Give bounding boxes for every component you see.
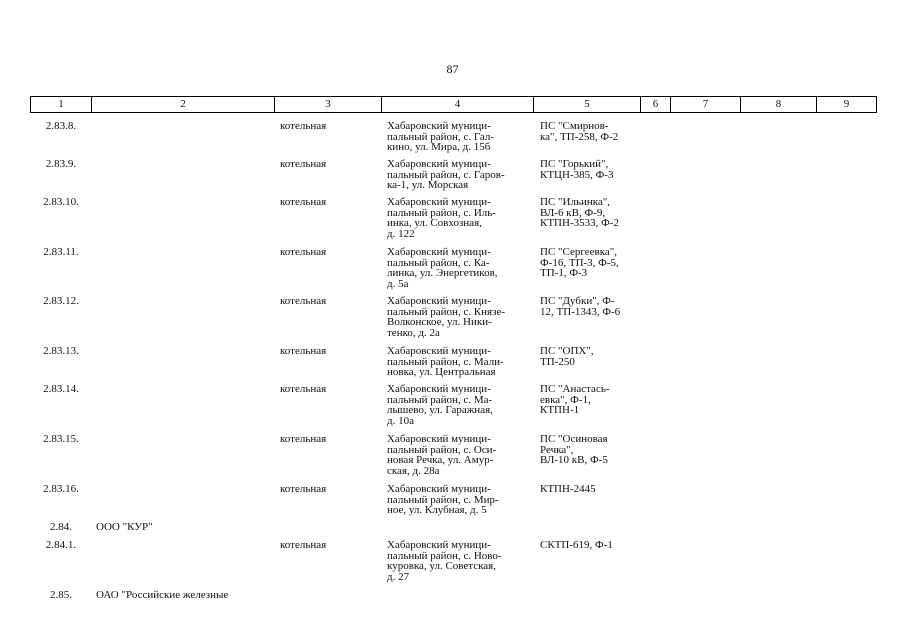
source-line: ТП-1, Ф-3 xyxy=(540,267,588,279)
facility-address xyxy=(387,384,527,426)
address-line: новая Речка, ул. Амур- xyxy=(387,454,494,466)
facility-address xyxy=(387,121,527,153)
facility-address xyxy=(387,247,527,289)
address-line: д. 122 xyxy=(387,227,415,240)
address-line: линка, ул. Энергетиков, xyxy=(387,267,498,279)
address-line: новка, ул. Центральная xyxy=(387,366,496,378)
power-source xyxy=(540,159,645,180)
source-line: КТЦН-385, Ф-3 xyxy=(540,168,614,181)
address-line: Хабаровский муници- xyxy=(387,196,491,208)
facility-type: котельная xyxy=(280,196,327,208)
row-number: 2.83.10. xyxy=(43,196,79,208)
source-line: ПС "Горький", xyxy=(540,158,609,170)
facility-address xyxy=(387,197,527,239)
source-line: ТП-250 xyxy=(540,355,575,368)
facility-address xyxy=(387,540,527,582)
address-line: пальный район, с. Гаров- xyxy=(387,168,505,181)
facility-address xyxy=(387,434,527,476)
header-col-3: 3 xyxy=(275,97,382,112)
address-line: лышево, ул. Гаражная, xyxy=(387,404,493,416)
source-line: ВЛ-10 кВ, Ф-5 xyxy=(540,454,608,466)
power-source xyxy=(540,384,645,416)
source-line: 12, ТП-1343, Ф-6 xyxy=(540,305,621,318)
address-line: д. 5а xyxy=(387,277,409,290)
source-line: евка", Ф-1, xyxy=(540,393,591,406)
power-source xyxy=(540,540,645,551)
address-line: Хабаровский муници- xyxy=(387,246,491,258)
row-number: 2.83.16. xyxy=(43,483,79,495)
power-source xyxy=(540,247,645,279)
address-line: инка, ул. Совхозная, xyxy=(387,217,482,229)
facility-type: котельная xyxy=(280,158,327,170)
source-line: КТПН-2445 xyxy=(540,483,596,495)
row-number: 2.85. xyxy=(50,589,72,601)
source-line: ВЛ-6 кВ, Ф-9, xyxy=(540,206,606,219)
address-line: тенко, д. 2а xyxy=(387,326,440,339)
power-source xyxy=(540,346,645,367)
address-line: Хабаровский муници- xyxy=(387,158,491,170)
address-line: Хабаровский муници- xyxy=(387,295,491,307)
facility-address xyxy=(387,346,527,378)
facility-address xyxy=(387,484,527,516)
facility-type: котельная xyxy=(280,295,327,307)
facility-type: котельная xyxy=(280,433,327,445)
power-source xyxy=(540,121,645,142)
address-line: д. 10а xyxy=(387,414,414,427)
header-col-2: 2 xyxy=(92,97,275,112)
row-number: 2.83.8. xyxy=(45,120,77,132)
row-number: 2.84.1. xyxy=(45,539,77,551)
facility-address xyxy=(387,159,527,191)
table-header xyxy=(30,96,877,113)
header-col-6: 6 xyxy=(641,97,671,112)
address-line: кино, ул. Мира, д. 15б xyxy=(387,141,491,153)
address-line: куровка, ул. Советская, xyxy=(387,560,496,572)
organization-name: ОАО "Российские железные xyxy=(96,589,229,601)
header-col-4: 4 xyxy=(382,97,534,112)
address-line: ка-1, ул. Морская xyxy=(387,179,469,191)
source-line: ПС "Ильинка", xyxy=(540,196,611,208)
organization-name: ООО "КУР" xyxy=(96,521,153,533)
source-line: ПС "Смирнов- xyxy=(540,120,609,132)
address-line: д. 27 xyxy=(387,570,410,583)
source-line: ПС "Сергеевка", xyxy=(540,246,617,258)
row-number: 2.83.14. xyxy=(43,383,79,395)
facility-type: котельная xyxy=(280,120,327,132)
address-line: Волконское, ул. Ники- xyxy=(387,316,492,328)
row-number: 2.83.15. xyxy=(43,433,79,445)
address-line: пальный район, с. Гал- xyxy=(387,130,495,143)
row-number: 2.83.9. xyxy=(45,158,77,170)
source-line: ПС "ОПХ", xyxy=(540,345,594,357)
source-line: СКТП-619, Ф-1 xyxy=(540,539,613,551)
header-col-1: 1 xyxy=(31,97,92,112)
power-source xyxy=(540,296,645,317)
address-line: Хабаровский муници- xyxy=(387,120,491,132)
address-line: пальный район, с. Ма- xyxy=(387,393,493,406)
source-line: КТПН-3533, Ф-2 xyxy=(540,217,619,229)
power-source xyxy=(540,434,645,466)
header-col-9: 9 xyxy=(843,98,850,110)
source-line: ка", ТП-258, Ф-2 xyxy=(540,130,619,143)
address-line: пальный район, с. Князе- xyxy=(387,305,505,318)
address-line: ное, ул. Клубная, д. 5 xyxy=(387,504,487,516)
source-line: ПС "Дубки", Ф- xyxy=(540,295,615,307)
row-number: 2.83.13. xyxy=(43,345,79,357)
row-number: 2.83.12. xyxy=(43,295,79,307)
facility-type: котельная xyxy=(280,483,327,495)
power-source xyxy=(540,484,645,495)
source-line: Ф-16, ТП-3, Ф-5, xyxy=(540,256,619,269)
address-line: пальный район, с. Ново- xyxy=(387,549,502,562)
address-line: Хабаровский муници- xyxy=(387,433,491,445)
source-line: ПС "Осиновая xyxy=(540,433,608,445)
address-line: Хабаровский муници- xyxy=(387,539,491,551)
address-line: ская, д. 28а xyxy=(387,464,440,477)
facility-type: котельная xyxy=(280,539,327,551)
facility-address xyxy=(387,296,527,338)
address-line: пальный район, с. Оси- xyxy=(387,443,497,456)
address-line: Хабаровский муници- xyxy=(387,483,491,495)
header-col-8: 8 xyxy=(741,97,817,112)
address-line: Хабаровский муници- xyxy=(387,383,491,395)
facility-type: котельная xyxy=(280,345,327,357)
header-col-7: 7 xyxy=(671,97,741,112)
address-line: пальный район, с. Ка- xyxy=(387,256,490,269)
address-line: пальный район, с. Мир- xyxy=(387,493,499,506)
source-line: ПС "Анастась- xyxy=(540,383,610,395)
source-line: КТПН-1 xyxy=(540,404,580,416)
facility-type: котельная xyxy=(280,246,327,258)
row-number: 2.83.11. xyxy=(43,246,79,258)
address-line: пальный район, с. Мали- xyxy=(387,355,504,368)
header-col-5: 5 xyxy=(534,97,641,112)
power-source xyxy=(540,197,645,229)
facility-type: котельная xyxy=(280,383,327,395)
row-number: 2.84. xyxy=(50,521,72,533)
page-number: 87 xyxy=(446,62,459,76)
source-line: Речка", xyxy=(540,443,574,456)
address-line: пальный район, с. Иль- xyxy=(387,206,496,219)
address-line: Хабаровский муници- xyxy=(387,345,491,357)
